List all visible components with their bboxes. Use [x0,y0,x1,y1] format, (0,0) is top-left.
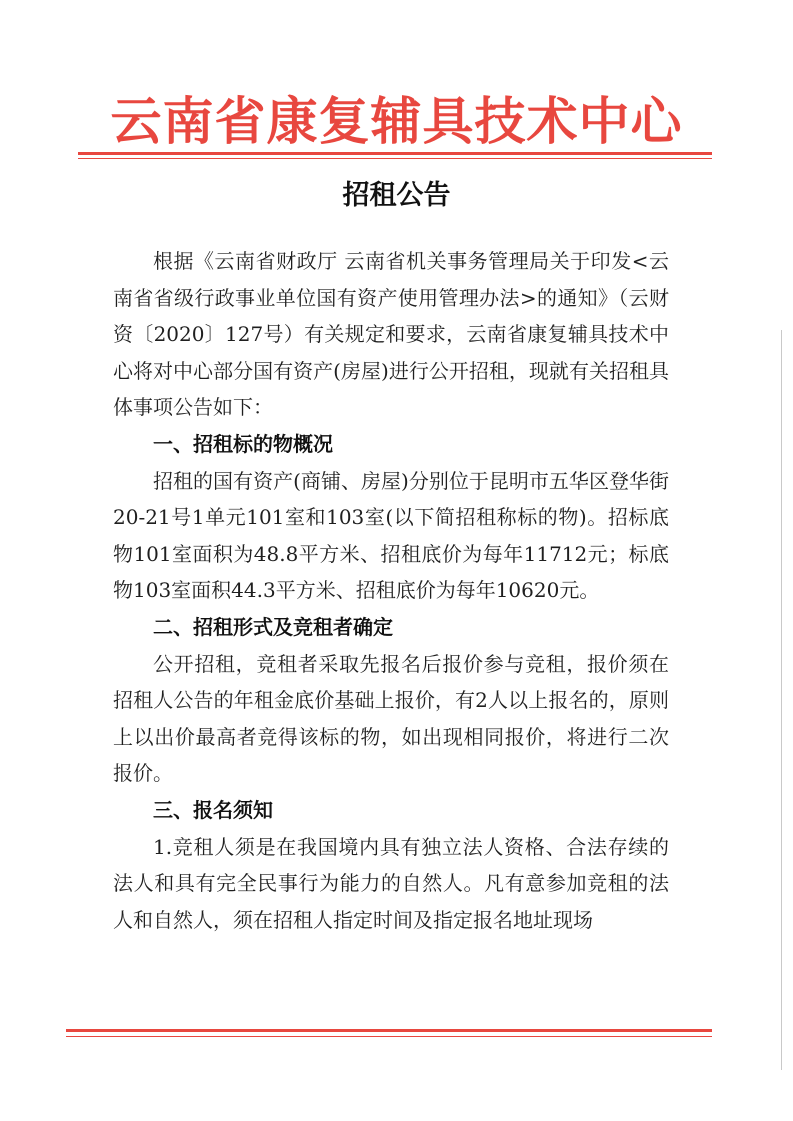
letterhead-rule-bottom [78,158,712,159]
section-2-paragraph: 公开招租，竞租者采取先报名后报价参与竞租，报价须在招租人公告的年租金底价基础上报价，有2人以上报名的，原则上以出价最高者竞得该标的物，如出现相同报价，将进行二次报价。 [113,651,669,786]
section-3-paragraph: 1.竞租人须是在我国境内具有独立法人资格、合法存续的法人和具有完全民事行为能力的自然人。凡有意参加竞租的法人和自然人，须在招租人指定时间及指定报名地址现场 [113,834,669,932]
footer-rule-top [66,1029,712,1032]
section-heading-1: 一、招租标的物概况 [153,431,333,456]
letterhead-org-name: 云南省康复辅具技术中心 [110,92,683,152]
section-heading-3: 三、报名须知 [153,797,273,822]
footer-rule-bottom [66,1036,712,1037]
section-heading-2: 二、招租形式及竞租者确定 [153,614,393,639]
intro-paragraph: 根据《云南省财政厅 云南省机关事务管理局关于印发<云南省省级行政事业单位国有资产使用管理办法>的通知》（云财资〔2020〕127号）有关规定和要求，云南省康复辅具技术中心将对中心部分国有资产(房屋)进行公开招租，现就有关招租具体事项公告如下： [113,249,669,420]
scan-edge-shadow [781,330,782,1070]
document-title: 招租公告 [342,180,451,211]
section-1-paragraph: 招租的国有资产(商铺、房屋)分别位于昆明市五华区登华街20-21号1单元101室和103室(以下简招租称标的物)。招标底物101室面积为48.8平方米、招租底价为每年11712元；标底物103室面积44.3平方米、招租底价为每年10620元。 [113,468,669,603]
letterhead-rule-top [78,152,712,155]
document-body [113,243,669,938]
